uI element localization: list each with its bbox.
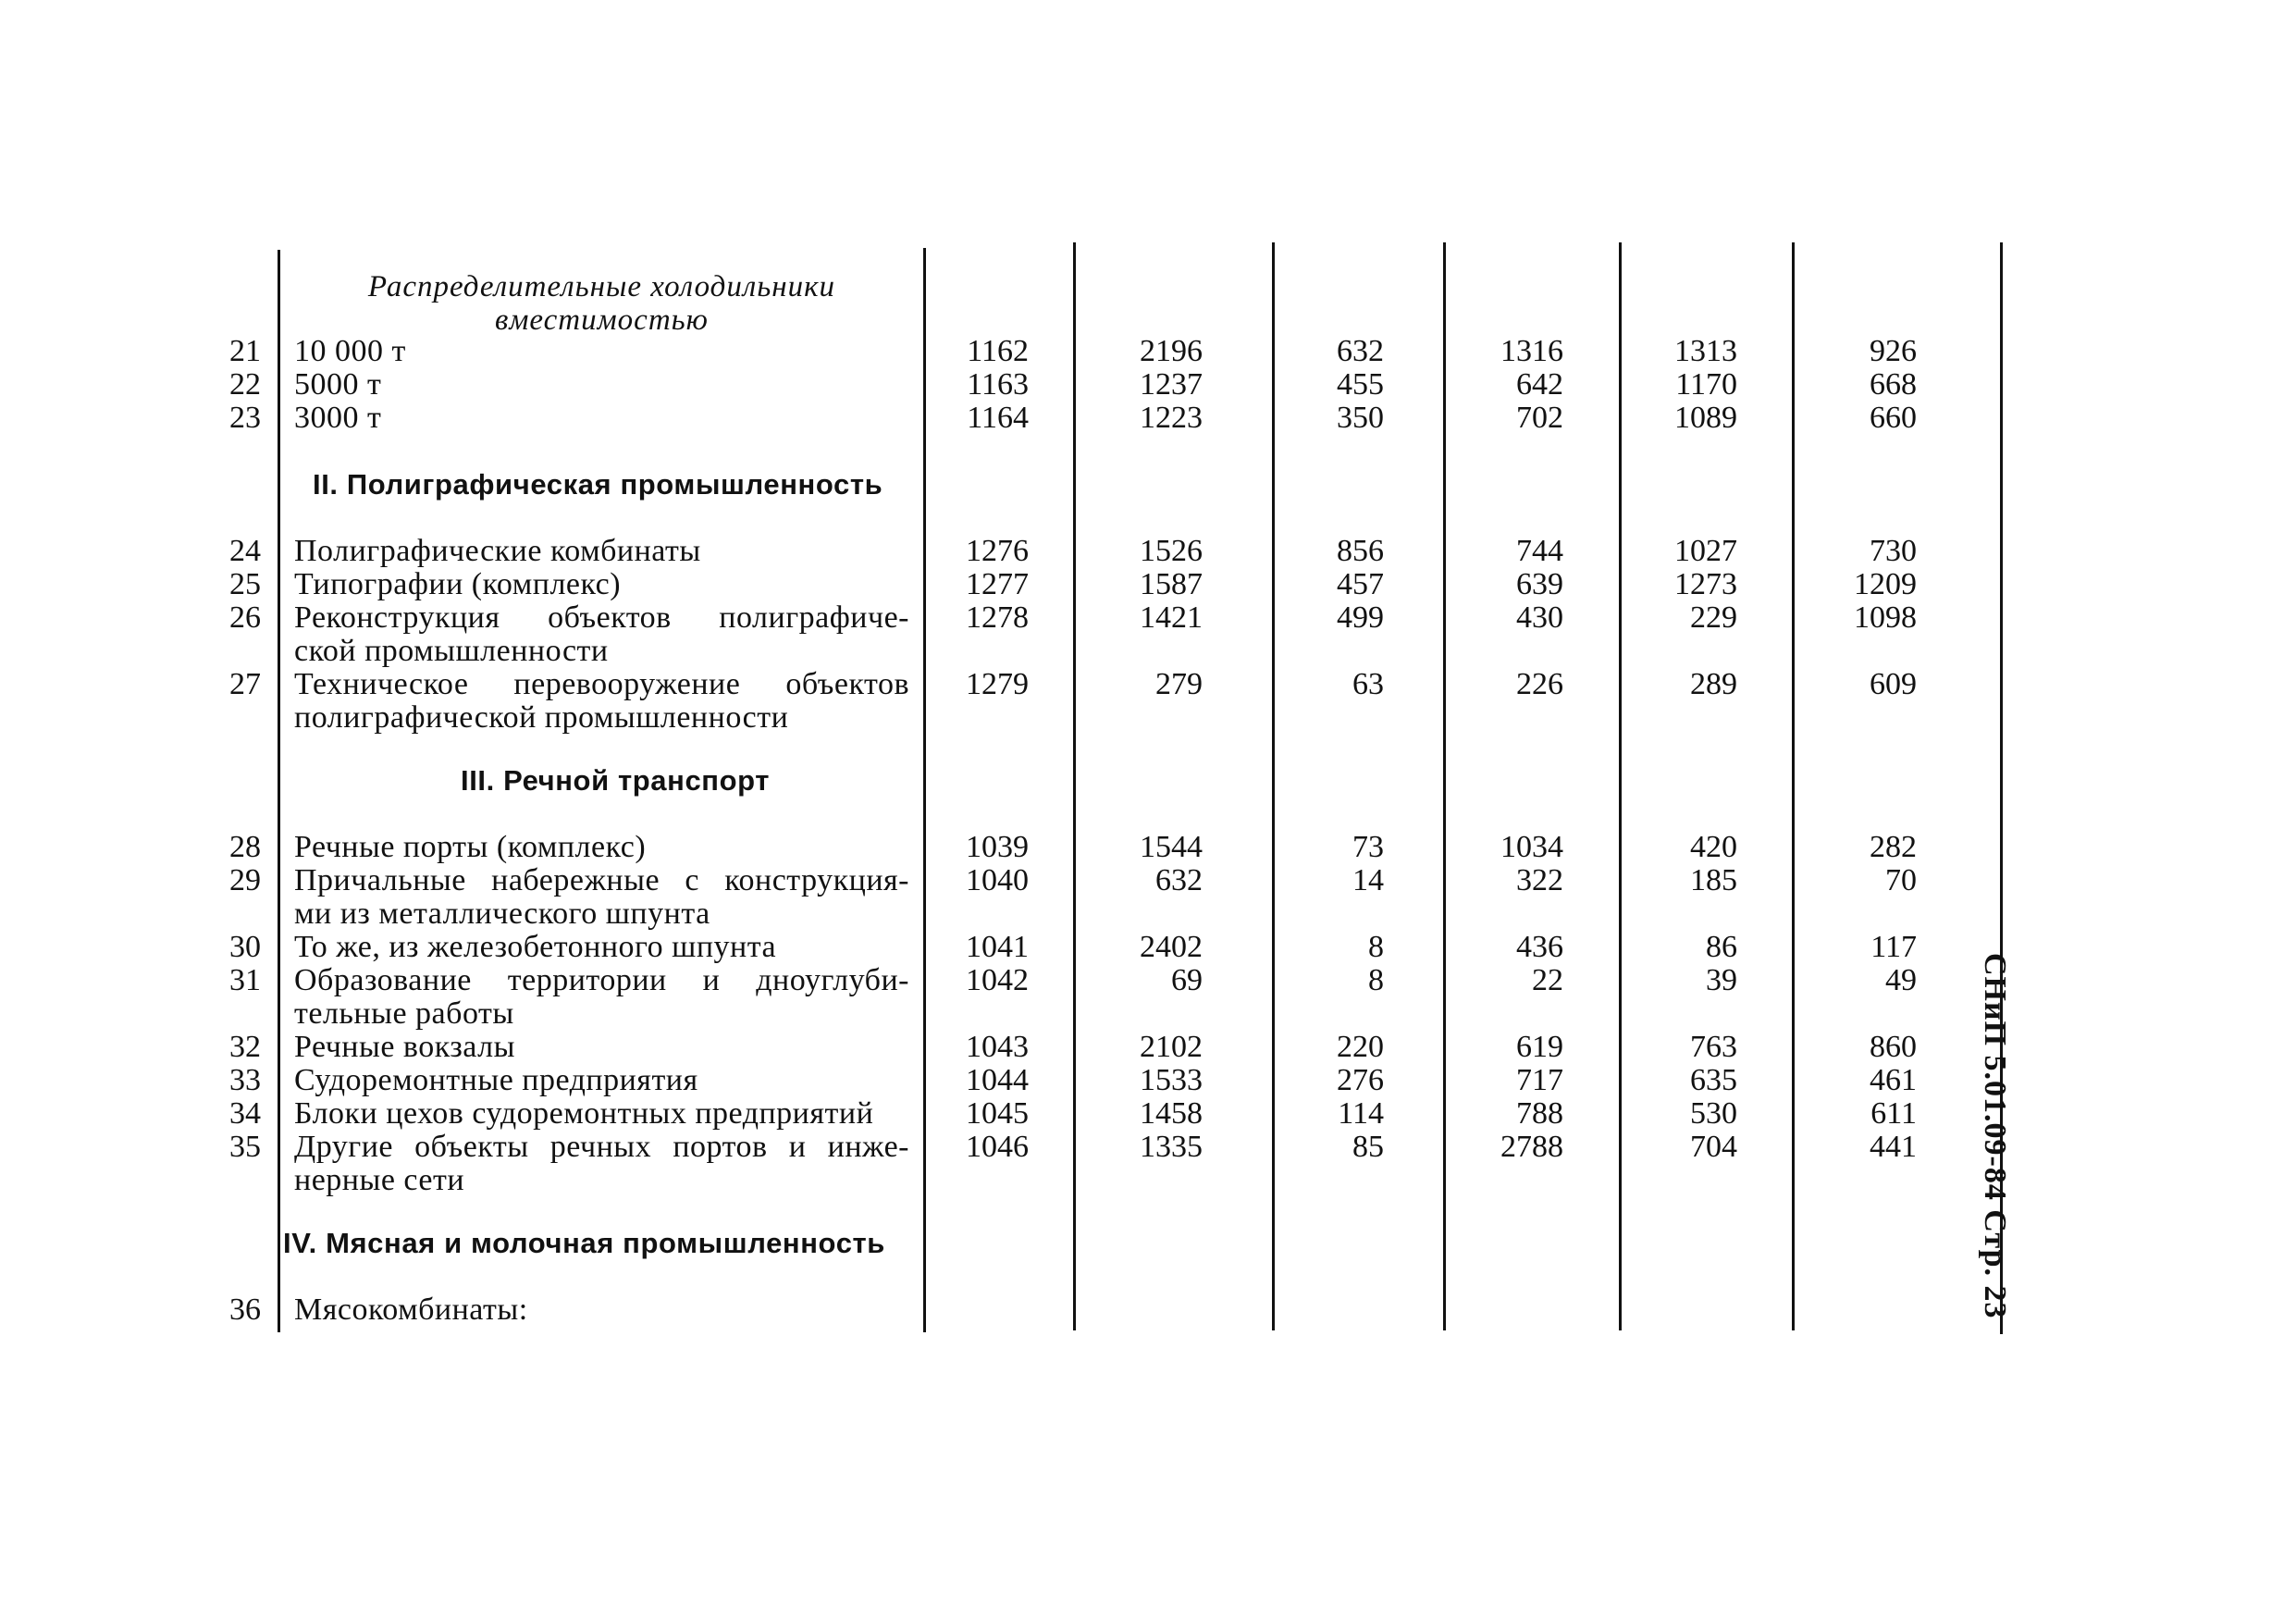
table-row [0,335,2128,372]
row-name-line: ми из металлического шпунта [294,897,710,931]
row-name-line: 5000 т [294,367,382,402]
row-name [294,1131,909,1197]
row-number: 31 [229,963,261,997]
value-cell-col-4: 2788 [1500,1130,1563,1164]
row-number: 25 [229,567,261,601]
value-cell-col-6: 609 [1870,667,1917,701]
table-row [0,863,2128,931]
value-cell-col-5: 39 [1706,963,1737,997]
value-cell-col-6: 49 [1885,963,1917,997]
row-name-line: Судоремонтные предприятия [294,1063,698,1097]
value-cell-col-5: 1313 [1674,334,1737,368]
value-cell-col-4: 1034 [1500,830,1563,864]
row-number: 24 [229,534,261,568]
row-number: 35 [229,1130,261,1164]
value-cell-col-3: 63 [1352,667,1384,701]
value-cell-col-1: 1162 [967,334,1029,368]
group-heading-line-2: вместимостью [495,303,709,337]
value-cell-col-2: 69 [1171,963,1203,997]
value-cell-col-3: 276 [1337,1063,1384,1097]
value-cell-col-6: 117 [1870,930,1917,964]
row-name [294,402,909,435]
row-number: 27 [229,667,261,701]
row-name [294,1293,909,1327]
value-cell-col-4: 22 [1532,963,1563,997]
value-cell-col-2: 1587 [1140,567,1203,601]
value-cell-col-1: 1043 [966,1030,1029,1064]
value-cell-col-5: 530 [1690,1096,1737,1131]
value-cell-col-2: 1421 [1140,600,1203,635]
row-name [294,535,909,568]
value-cell-col-4: 702 [1516,401,1563,435]
value-cell-col-1: 1039 [966,830,1029,864]
table-row [0,368,2128,405]
row-name-line: нерные сети [294,1163,465,1197]
row-name [294,668,909,735]
value-cell-col-3: 499 [1337,600,1384,635]
value-cell-col-6: 611 [1870,1096,1917,1131]
value-cell-col-1: 1041 [966,930,1029,964]
value-cell-col-1: 1044 [966,1063,1029,1097]
table-row [0,1031,2128,1068]
value-cell-col-6: 70 [1885,863,1917,897]
value-cell-col-2: 1544 [1140,830,1203,864]
value-cell-col-3: 14 [1352,863,1384,897]
value-cell-col-3: 856 [1337,534,1384,568]
row-name [294,864,909,931]
value-cell-col-5: 763 [1690,1030,1737,1064]
value-cell-col-5: 1089 [1674,401,1737,435]
value-cell-col-5: 1170 [1675,367,1737,402]
row-name-line: Речные порты (комплекс) [294,830,647,864]
value-cell-col-3: 73 [1352,830,1384,864]
value-cell-col-1: 1278 [966,600,1029,635]
row-number: 28 [229,830,261,864]
value-cell-col-2: 2402 [1140,930,1203,964]
table-row [0,963,2128,1031]
row-number: 26 [229,600,261,635]
value-cell-col-2: 279 [1155,667,1203,701]
value-cell-col-3: 85 [1352,1130,1384,1164]
value-cell-col-3: 114 [1338,1096,1384,1131]
row-name-line: То же, из железобетонного шпунта [294,930,777,964]
row-number: 33 [229,1063,261,1097]
value-cell-col-4: 788 [1516,1096,1563,1131]
value-cell-col-2: 1237 [1140,367,1203,402]
row-name [294,601,909,668]
group-heading-line-1: Распределительные холодильники [367,270,836,303]
value-cell-col-6: 461 [1870,1063,1917,1097]
value-cell-col-6: 926 [1870,334,1917,368]
value-cell-col-4: 642 [1516,367,1563,402]
table-row [0,667,2128,735]
row-name-line: Мясокомбинаты: [294,1293,528,1327]
row-name-line: Другие объекты речных портов и инже- [294,1130,909,1164]
row-name-line: тельные работы [294,996,514,1031]
table-row [0,535,2128,572]
value-cell-col-5: 635 [1690,1063,1737,1097]
value-cell-col-1: 1046 [966,1130,1029,1164]
value-cell-col-5: 420 [1690,830,1737,864]
row-name [294,1064,909,1097]
row-name [294,931,909,964]
value-cell-col-6: 1209 [1854,567,1917,601]
row-number: 29 [229,863,261,897]
value-cell-col-2: 632 [1155,863,1203,897]
value-cell-col-1: 1164 [967,401,1029,435]
row-name [294,568,909,601]
value-cell-col-6: 668 [1870,367,1917,402]
row-name [294,368,909,402]
row-name-line: Техническое перевооружение объектов [294,667,909,701]
value-cell-col-6: 860 [1870,1030,1917,1064]
value-cell-col-5: 1273 [1674,567,1737,601]
row-number: 22 [229,367,261,402]
table-row [0,600,2128,668]
value-cell-col-6: 282 [1870,830,1917,864]
value-cell-col-4: 1316 [1500,334,1563,368]
value-cell-col-2: 1223 [1140,401,1203,435]
value-cell-col-5: 1027 [1674,534,1737,568]
table-row [0,1130,2128,1197]
value-cell-col-2: 1335 [1140,1130,1203,1164]
value-cell-col-3: 632 [1337,334,1384,368]
value-cell-col-1: 1042 [966,963,1029,997]
value-cell-col-5: 185 [1690,863,1737,897]
table-row [0,1064,2128,1101]
value-cell-col-4: 436 [1516,930,1563,964]
value-cell-col-3: 8 [1368,963,1384,997]
value-cell-col-1: 1040 [966,863,1029,897]
table-row [0,931,2128,968]
value-cell-col-3: 457 [1337,567,1384,601]
row-number: 36 [229,1293,261,1327]
value-cell-col-1: 1279 [966,667,1029,701]
value-cell-col-5: 704 [1690,1130,1737,1164]
value-cell-col-2: 1526 [1140,534,1203,568]
row-name [294,1097,909,1131]
value-cell-col-4: 430 [1516,600,1563,635]
value-cell-col-6: 1098 [1854,600,1917,635]
row-name-line: Типографии (комплекс) [294,567,622,601]
value-cell-col-2: 2196 [1140,334,1203,368]
value-cell-col-4: 717 [1516,1063,1563,1097]
value-cell-col-2: 1533 [1140,1063,1203,1097]
value-cell-col-3: 8 [1368,930,1384,964]
value-cell-col-6: 660 [1870,401,1917,435]
table-row [0,1097,2128,1134]
row-name-line: Образование территории и дноуглуби- [294,963,909,997]
value-cell-col-1: 1163 [967,367,1029,402]
value-cell-col-3: 350 [1337,401,1384,435]
row-name-line: Реконструкция объектов полиграфиче- [294,600,909,635]
row-name [294,335,909,368]
value-cell-col-4: 226 [1516,667,1563,701]
value-cell-col-4: 619 [1516,1030,1563,1064]
row-name-line: Блоки цехов судоремонтных предприятий [294,1096,874,1131]
side-caption-text: СНиП 5.01.09-84 Стр. 23 [1978,953,2012,1319]
value-cell-col-6: 730 [1870,534,1917,568]
value-cell-col-3: 455 [1337,367,1384,402]
row-name-line: Полиграфические комбинаты [294,534,701,568]
value-cell-col-1: 1276 [966,534,1029,568]
value-cell-col-1: 1045 [966,1096,1029,1131]
table-row [0,568,2128,605]
table-row [0,402,2128,439]
row-name-line: Речные вокзалы [294,1030,515,1064]
page-side-caption [1978,953,2049,1342]
value-cell-col-5: 229 [1690,600,1737,635]
value-cell-col-4: 639 [1516,567,1563,601]
table-row [0,831,2128,868]
row-number: 30 [229,930,261,964]
table-row [0,1293,2128,1330]
value-cell-col-2: 2102 [1140,1030,1203,1064]
value-cell-col-1: 1277 [966,567,1029,601]
value-cell-col-5: 289 [1690,667,1737,701]
row-name-line: 10 000 т [294,334,406,368]
row-number: 23 [229,401,261,435]
value-cell-col-5: 86 [1706,930,1737,964]
row-number: 21 [229,334,261,368]
value-cell-col-4: 322 [1516,863,1563,897]
section-heading-4: IV. Мясная и молочная промышленность [283,1227,885,1259]
value-cell-col-4: 744 [1516,534,1563,568]
section-heading-3: III. Речной транспорт [461,764,771,797]
value-cell-col-6: 441 [1870,1130,1917,1164]
row-number: 32 [229,1030,261,1064]
value-cell-col-2: 1458 [1140,1096,1203,1131]
row-name-line: 3000 т [294,401,382,435]
row-name-line: ской промышленности [294,634,609,668]
row-name-line: полиграфической промышленности [294,700,789,735]
value-cell-col-3: 220 [1337,1030,1384,1064]
row-number: 34 [229,1096,261,1131]
section-heading-2: II. Полиграфическая промышленность [313,468,883,501]
row-name [294,964,909,1031]
row-name [294,831,909,864]
row-name-line: Причальные набережные с конструкция- [294,863,909,897]
row-name [294,1031,909,1064]
